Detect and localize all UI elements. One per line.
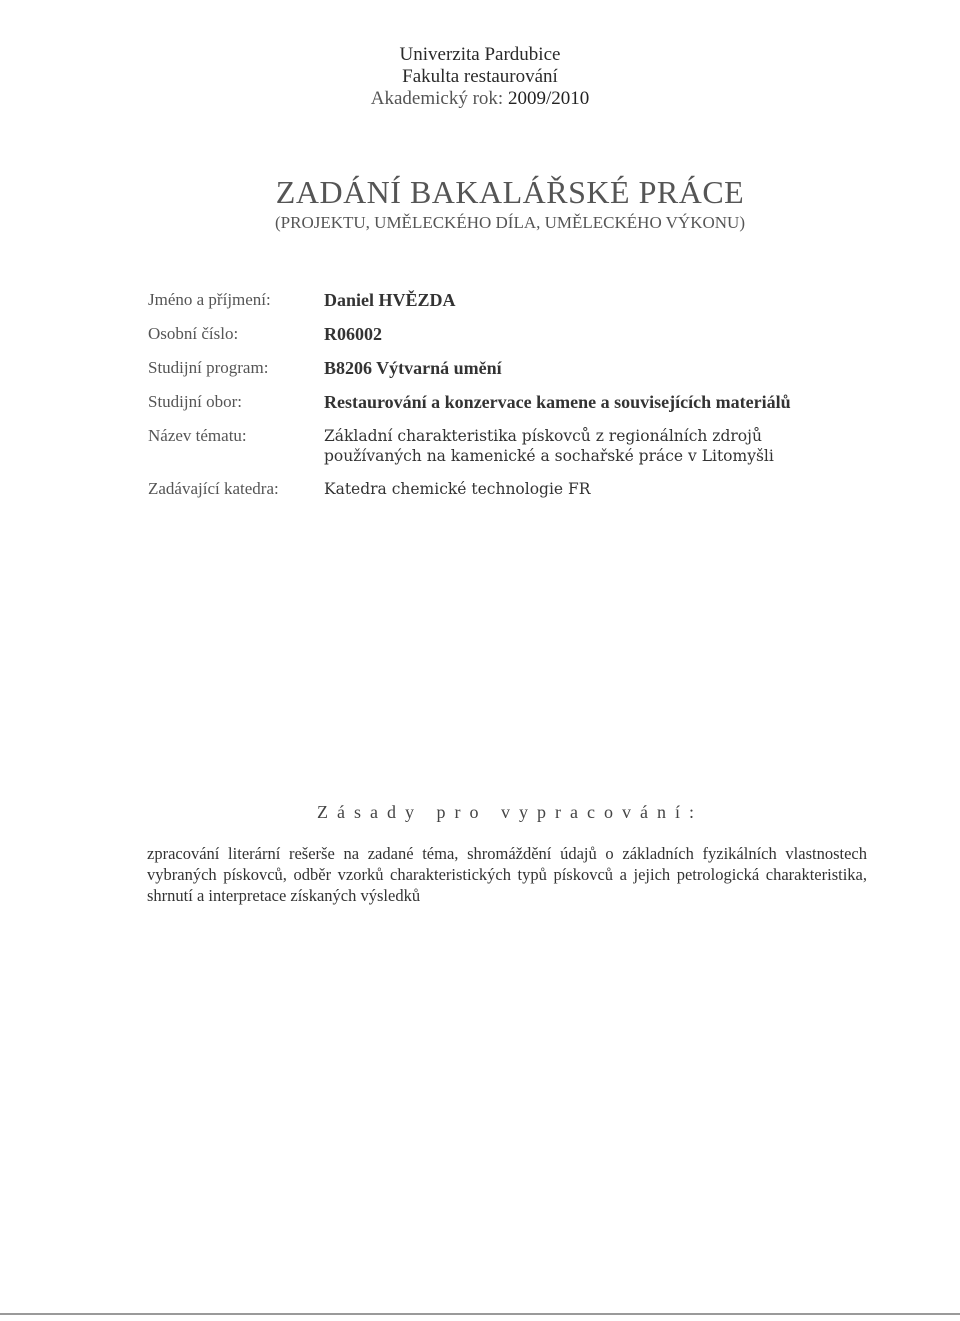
scan-edge-line [0, 1313, 960, 1315]
name-label: Jméno a příjmení: [148, 290, 271, 309]
field-label: Studijní obor: [148, 392, 242, 411]
university-name: Univerzita Pardubice [399, 44, 561, 65]
program-value: B8206 Výtvarná umění [324, 358, 502, 378]
department-label: Zadávající katedra: [148, 479, 279, 498]
id-value: R06002 [324, 324, 382, 344]
document-title: ZADÁNÍ BAKALÁŘSKÉ PRÁCE [275, 174, 745, 210]
field-value: Restaurování a konzervace kamene a souvisejících materiálů [324, 392, 791, 412]
academic-year-label: Akademický rok: [370, 88, 504, 109]
academic-year [0, 88, 960, 110]
department-value: Katedra chemické technologie FR [324, 480, 591, 498]
topic-value [324, 426, 884, 466]
topic-value-line-2: používaných na kamenické a sochařské práce v Litomyšli [324, 447, 774, 465]
principles-text: zpracování literární rešerše na zadané téma, shromáždění údajů o základních fyzikálních vlastnostech vybraných pískovců, odběr vzorků charakteristických typů pískovců a jejich petrologická charakteristika, shrnutí a interpretace získaných výsledků [147, 844, 867, 905]
topic-value-line-1: Základní charakteristika pískovců z regionálních zdrojů [324, 427, 762, 445]
name-value: Daniel HVĚZDA [324, 290, 456, 310]
title-block [0, 172, 960, 234]
topic-label: Název tématu: [148, 426, 247, 445]
faculty-name: Fakulta restaurování [402, 66, 558, 87]
id-label: Osobní číslo: [148, 324, 239, 343]
academic-year-value: 2009/2010 [507, 88, 590, 109]
principles-heading: Zásady pro vypracování: [317, 802, 703, 822]
document-subtitle: (PROJEKTU, UMĚLECKÉHO DÍLA, UMĚLECKÉHO VÝKONU) [275, 213, 745, 232]
program-label: Studijní program: [148, 358, 269, 377]
document-header [0, 44, 960, 110]
